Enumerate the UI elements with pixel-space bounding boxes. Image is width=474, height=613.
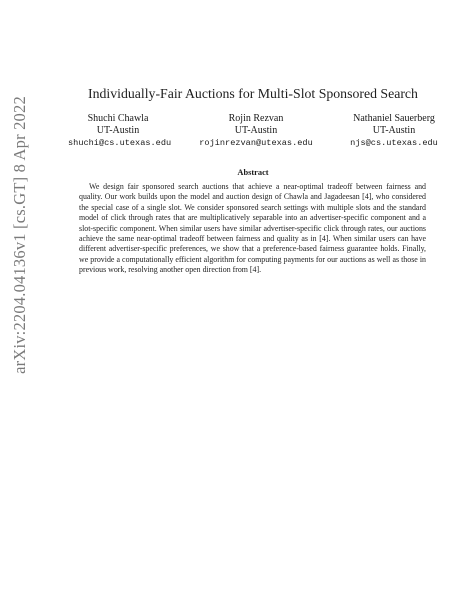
- author-email: rojinrezvan@utexas.edu: [199, 138, 313, 148]
- author-2: [186, 113, 326, 149]
- abstract-body: We design fair sponsored search auctions that achieve a near-optimal tradeoff between fairness and quality. Our work builds upon the model and auction design of Chawla and Jagadeesan [4], who considered the special case of a single slot. We consider sponsored search settings with multiple slots and the standard model of click through rates that are multiplicatively separable into an advertiser-specific component and a slot-specific component. When similar users have similar advertiser-specific click through rates, our auctions achieve the same near-optimal tradeoff between fairness and quality as in [4]. When similar users can have different advertiser-specific preferences, we show that a preference-based fairness guarantee holds. Finally, we provide a computationally efficient algorithm for computing payments for our auctions as well as those in previous work, resolving another open direction from [4].: [79, 182, 426, 275]
- author-affiliation: UT-Austin: [372, 125, 416, 136]
- paper-title: Individually-Fair Auctions for Multi-Slot Sponsored Search: [88, 86, 418, 101]
- author-name: Rojin Rezvan: [228, 113, 284, 124]
- arxiv-identifier-stamp: [4, 96, 36, 374]
- author-block: [56, 113, 456, 153]
- author-name: Shuchi Chawla: [87, 113, 149, 124]
- author-3: [344, 113, 444, 149]
- author-email: njs@cs.utexas.edu: [350, 138, 438, 148]
- author-1: [68, 113, 172, 149]
- author-affiliation: UT-Austin: [96, 125, 140, 136]
- author-name: Nathaniel Sauerberg: [353, 113, 435, 124]
- abstract-heading: Abstract: [237, 168, 269, 177]
- arxiv-identifier-text: arXiv:2204.04136v1 [cs.GT] 8 Apr 2022: [10, 96, 29, 374]
- author-email: shuchi@cs.utexas.edu: [68, 138, 172, 148]
- author-affiliation: UT-Austin: [234, 125, 278, 136]
